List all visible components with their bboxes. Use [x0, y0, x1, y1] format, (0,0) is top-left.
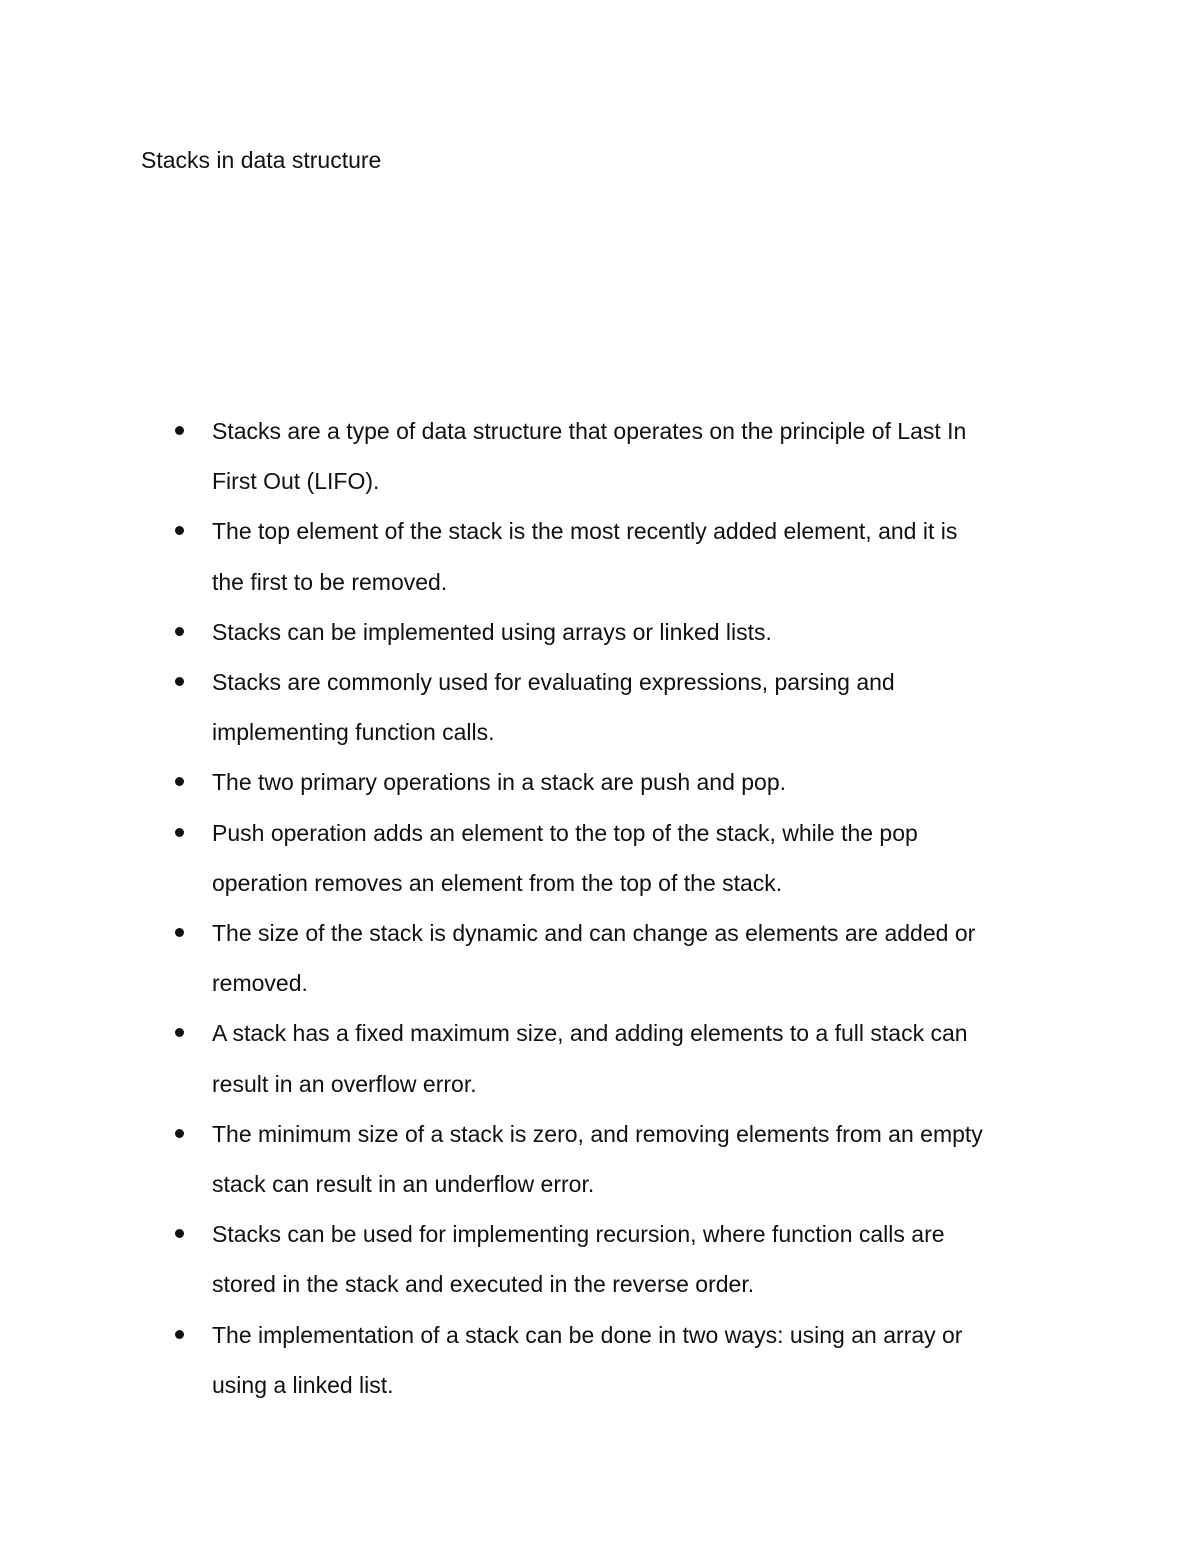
bullet-item — [174, 657, 1074, 757]
bullet-dot-icon — [175, 777, 184, 786]
bullet-dot-icon — [175, 1229, 184, 1238]
bullet-dot-icon — [175, 426, 184, 435]
bullet-text-line: implementing function calls. — [212, 719, 495, 746]
bullet-dot-icon — [175, 928, 184, 937]
bullet-dot-icon — [175, 526, 184, 535]
bullet-text-line: First Out (LIFO). — [212, 468, 380, 495]
bullet-item — [174, 757, 1074, 807]
bullet-item — [174, 808, 1074, 908]
bullet-dot-icon — [175, 828, 184, 837]
bullet-dot-icon — [175, 627, 184, 636]
bullet-item — [174, 1310, 1074, 1410]
bullet-text-line: result in an overflow error. — [212, 1070, 477, 1097]
bullet-item — [174, 506, 1074, 606]
bullet-item — [174, 1109, 1074, 1209]
bullet-item — [174, 1008, 1074, 1108]
bullet-text-line: removed. — [212, 970, 308, 997]
bullet-dot-icon — [175, 1028, 184, 1037]
bullet-text-line: stored in the stack and executed in the reverse order. — [212, 1271, 755, 1298]
bullet-item — [174, 607, 1074, 657]
bullet-text-line: Push operation adds an element to the top of the stack, while the pop — [212, 819, 918, 846]
bullet-text-line: The size of the stack is dynamic and can change as elements are added or — [212, 920, 976, 947]
bullet-text-line: The implementation of a stack can be done in two ways: using an array or — [212, 1321, 963, 1348]
bullet-item — [174, 406, 1074, 506]
bullet-item — [174, 1209, 1074, 1309]
bullet-dot-icon — [175, 1129, 184, 1138]
bullet-text-line: operation removes an element from the top of the stack. — [212, 869, 783, 896]
bullet-text-line: Stacks can be used for implementing recursion, where function calls are — [212, 1221, 945, 1248]
bullet-text-line: the first to be removed. — [212, 568, 448, 595]
bullet-text-line: The top element of the stack is the most recently added element, and it is — [212, 518, 958, 545]
bullet-text-line: using a linked list. — [212, 1371, 394, 1398]
bullet-text-line: Stacks can be implemented using arrays or linked lists. — [212, 618, 772, 645]
bullet-item — [174, 908, 1074, 1008]
bullet-dot-icon — [175, 677, 184, 686]
document-title: Stacks in data structure — [141, 147, 382, 173]
bullet-text-line: Stacks are commonly used for evaluating expressions, parsing and — [212, 669, 895, 696]
bullet-dot-icon — [175, 1330, 184, 1339]
bullet-text-line: The minimum size of a stack is zero, and removing elements from an empty — [212, 1120, 983, 1147]
bullet-text-line: stack can result in an underflow error. — [212, 1171, 595, 1198]
bullet-text-line: Stacks are a type of data structure that operates on the principle of Last In — [212, 418, 967, 444]
bullet-list — [174, 406, 1074, 1410]
bullet-text-line: A stack has a fixed maximum size, and adding elements to a full stack can — [212, 1020, 968, 1047]
bullet-text-line: The two primary operations in a stack are push and pop. — [212, 769, 787, 796]
